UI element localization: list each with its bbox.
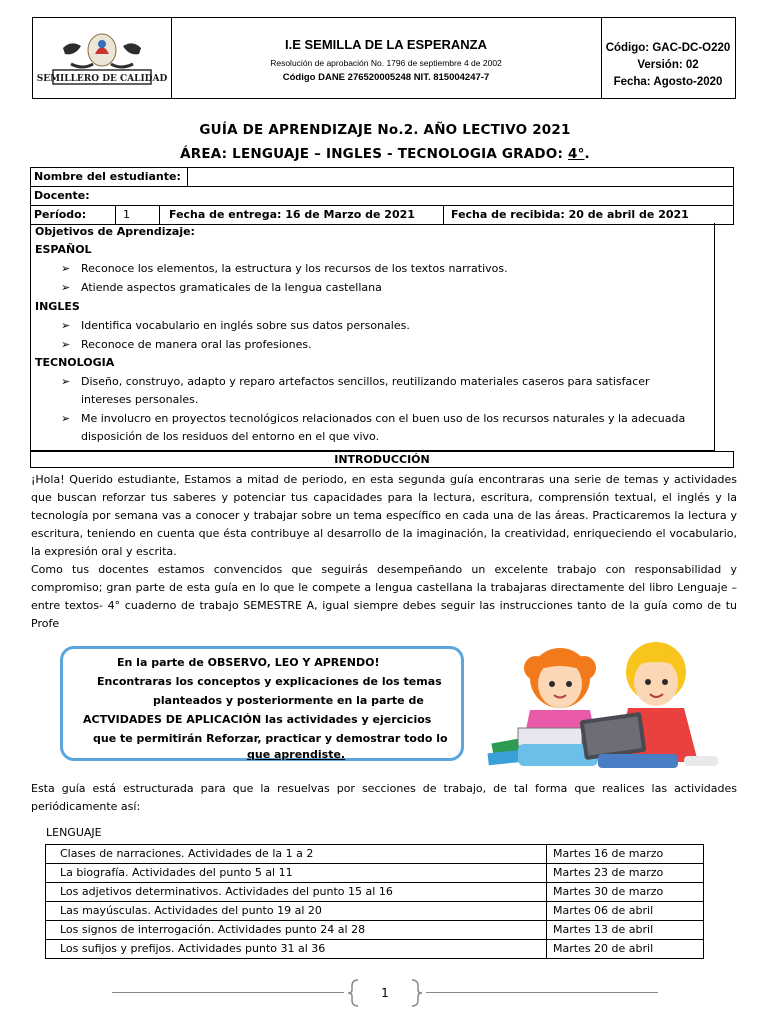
logo-cell xyxy=(33,18,172,98)
document-version: Versión: 02 xyxy=(637,59,699,71)
arrow-bullet-icon: ➢ xyxy=(61,319,71,332)
period-value: 1 xyxy=(123,208,130,221)
activity-cell: Las mayúsculas. Actividades del punto 19 al 20 xyxy=(46,902,547,921)
date-cell: Martes 20 de abril xyxy=(547,940,704,959)
arrow-bullet-icon: ➢ xyxy=(61,412,71,425)
resolution-text: Resolución de aprobación No. 1796 de septiembre 4 de 2002 xyxy=(270,58,502,68)
callout-line: ACTVIDADES DE APLICACIÓN las actividades y ejercicios xyxy=(83,713,432,726)
tech-heading: TECNOLOGIA xyxy=(35,356,115,369)
page-number: 1 xyxy=(381,986,389,1000)
table-row xyxy=(46,902,704,921)
callout-line: Encontraras los conceptos y explicaciones de los temas xyxy=(97,675,442,688)
callout-line: En la parte de OBSERVO, LEO Y APRENDO! xyxy=(117,656,380,669)
document-meta-cell xyxy=(601,18,735,98)
activity-cell: Clases de narraciones. Actividades de la 1 a 2 xyxy=(46,845,547,864)
callout-line: que aprendiste. xyxy=(247,748,346,761)
intro-heading: INTRODUCCIÓN xyxy=(30,451,734,468)
school-info-cell xyxy=(171,18,602,98)
table-row xyxy=(46,921,704,940)
objectives-heading: Objetivos de Aprendizaje: xyxy=(35,225,195,238)
schedule-table xyxy=(45,844,704,959)
arrow-bullet-icon: ➢ xyxy=(61,338,71,351)
spanish-heading: ESPAÑOL xyxy=(35,243,92,256)
student-row xyxy=(31,168,733,187)
callout-box xyxy=(60,646,464,761)
teacher-label: Docente: xyxy=(34,189,90,202)
document-code: Código: GAC-DC-O220 xyxy=(605,42,731,54)
date-cell: Martes 23 de marzo xyxy=(547,864,704,883)
date-cell: Martes 16 de marzo xyxy=(547,845,704,864)
delivery-date: Fecha de entrega: 16 de Marzo de 2021 xyxy=(169,208,415,221)
area-title-suffix: . xyxy=(584,146,590,162)
activity-cell: Los adjetivos determinativos. Actividades del punto 15 al 16 xyxy=(46,883,547,902)
school-name: I.E SEMILLA DE LA ESPERANZA xyxy=(285,37,487,52)
arrow-bullet-icon: ➢ xyxy=(61,281,71,294)
intro-paragraph-2: Como tus docentes estamos convencidos que seguirás desempeñando un excelente trabajo con responsabilidad y compromiso; gran parte de esta guía en lo que le compete a lengua castellana la trabajaras directamente del libro Lenguaje –entre textos- 4° cuaderno de trabajo SEMESTRE A, igual siempre debes seguir las instrucciones tanto de la guía como de tu Profe xyxy=(31,563,737,630)
structure-paragraph: Esta guía está estructurada para que la resuelvas por secciones de trabajo, de tal forma que realices las actividades periódicamente así: xyxy=(31,782,737,813)
date-cell: Martes 13 de abril xyxy=(547,921,704,940)
grade-value: 4° xyxy=(567,146,585,162)
children-reading-illustration xyxy=(478,628,740,778)
area-title xyxy=(0,146,770,162)
arrow-bullet-icon: ➢ xyxy=(61,375,71,388)
document-header xyxy=(32,17,736,99)
table-row xyxy=(46,940,704,959)
callout-line: que te permitirán Reforzar, practicar y demostrar todo lo xyxy=(93,732,448,745)
dane-code: Código DANE 276520005248 NIT. 815004247-7 xyxy=(282,72,490,83)
area-title-text: ÁREA: LENGUAJE – INGLES - TECNOLOGIA GRADO: xyxy=(180,146,568,162)
footer-rule-right xyxy=(426,992,658,993)
date-cell: Martes 30 de marzo xyxy=(547,883,704,902)
student-info-table xyxy=(30,167,734,225)
activity-cell: La biografía. Actividades del punto 5 al 11 xyxy=(46,864,547,883)
student-label: Nombre del estudiante: xyxy=(34,170,181,183)
activity-cell: Los signos de interrogación. Actividades punto 24 al 28 xyxy=(46,921,547,940)
table-row xyxy=(46,883,704,902)
period-row xyxy=(31,206,733,224)
guide-title: GUÍA DE APRENDIZAJE No.2. AÑO LECTIVO 2021 xyxy=(199,122,571,138)
document-date: Fecha: Agosto-2020 xyxy=(613,76,723,88)
period-label: Período: xyxy=(34,208,87,221)
callout-line: planteados y posteriormente en la parte de xyxy=(153,694,424,707)
schedule-heading: LENGUAJE xyxy=(46,826,102,839)
english-heading: INGLES xyxy=(35,300,80,313)
objectives-box: Objetivos de Aprendizaje: ESPAÑOL ➢ Reconoce los elementos, la estructura y los recursos de los textos narrativos. ➢ Atiende aspectos gramaticales de la lengua castellana INGLES ➢ Identifica vocabulario en inglés sobre sus datos personales. ➢ Reconoce de manera oral las profesiones. TECNOLOGIA ➢ Diseño, construyo, adapto y reparo artefactos sencillos, reutilizando materiales caseros para satisfacer intereses personales. ➢ Me involucro en proyectos tecnológicos relacionados con el buen uso de los recursos naturales y la adecuada disposición de los residuos del entorno en el que vivo. xyxy=(30,223,715,451)
teacher-row xyxy=(31,187,733,206)
date-cell: Martes 06 de abril xyxy=(547,902,704,921)
table-row xyxy=(46,845,704,864)
school-logo-icon xyxy=(33,18,171,98)
intro-paragraph-1: ¡Hola! Querido estudiante, Estamos a mitad de periodo, en esta segunda guía encontraras una serie de temas y actividades que buscan reforzar tus saberes y potenciar tus capacidades para la lectura, escritura, comprensión textual, el inglés y la tecnología por semana vas a conocer y trabajar sobre un tema específico en cada una de las áreas. Practicaremos la lectura y escritura, teniendo en cuenta que ésta contribuye al desarrollo de la imaginación, la creatividad, enriqueciendo el vocabulario, la expresión oral y escrita. xyxy=(31,473,737,558)
received-date: Fecha de recibida: 20 de abril de 2021 xyxy=(451,208,689,221)
table-row xyxy=(46,864,704,883)
svg-text:SEMILLERO DE CALIDAD: SEMILLERO DE CALIDAD xyxy=(36,74,168,84)
footer-rule-left xyxy=(112,992,344,993)
activity-cell: Los sufijos y prefijos. Actividades punto 31 al 36 xyxy=(46,940,547,959)
arrow-bullet-icon: ➢ xyxy=(61,262,71,275)
